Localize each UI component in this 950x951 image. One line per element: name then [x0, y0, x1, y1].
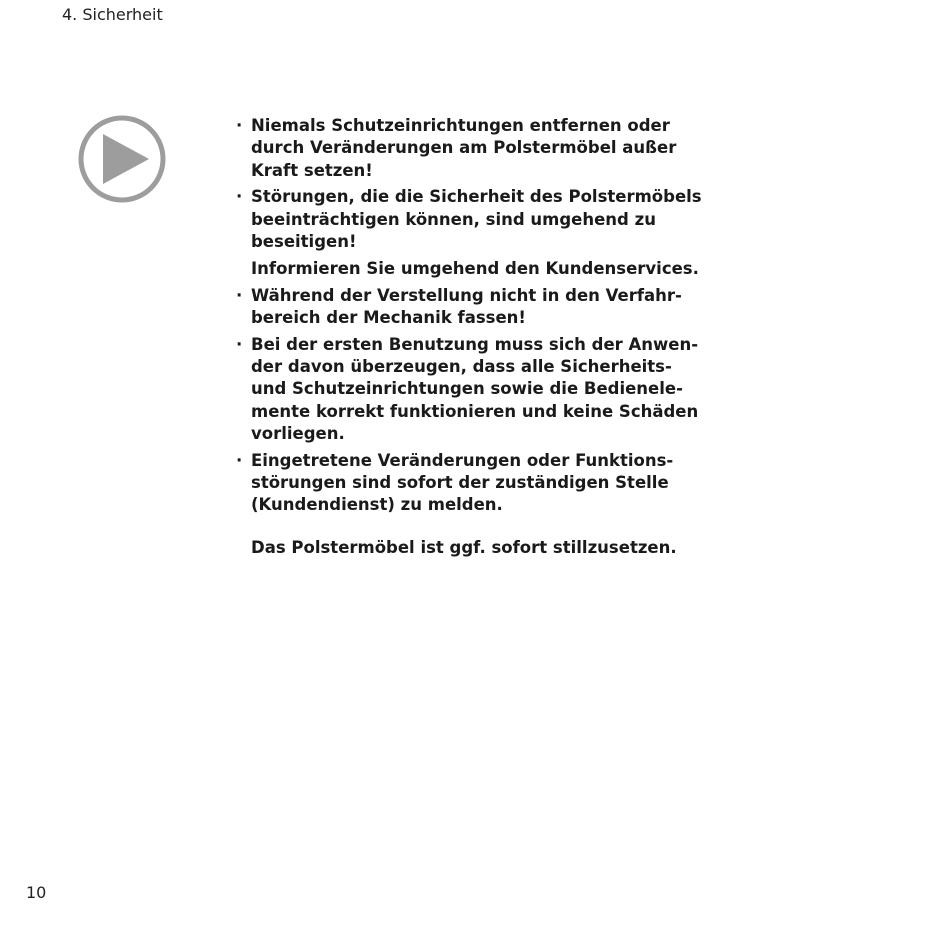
bullet-text: Eingetretene Veränderungen oder Funktions-störungen sind sofort der zuständigen Stelle (Kundendienst) zu melden.: [251, 450, 674, 515]
page-number: 10: [26, 883, 47, 902]
play-icon: [77, 114, 167, 204]
bullet-marker: ·: [236, 187, 243, 207]
section-header: 4. Sicherheit: [62, 5, 163, 24]
bullet-item-3: [236, 285, 706, 330]
bullet-item-4: [236, 334, 706, 445]
bullet-text: Niemals Schutzeinrichtungen entfernen oder durch Veränderungen am Polstermöbel außer Kraft setzen!: [251, 116, 677, 180]
bullet-marker: ·: [236, 450, 243, 470]
bullet-text: Störungen, die die Sicherheit des Polstermöbels beeinträchtigen können, sind umgehend zu beseitigen!: [251, 187, 702, 251]
bullet-item-2: [236, 186, 706, 253]
safety-instructions: [236, 115, 706, 559]
bullet-marker: ·: [236, 116, 243, 135]
bullet-item-5: [236, 450, 706, 517]
bullet-item-1: [236, 115, 706, 182]
bullet-text: Während der Verstellung nicht in den Verfahr-bereich der Mechanik fassen!: [251, 285, 682, 327]
shutdown-note: Das Polstermöbel ist ggf. sofort stillzusetzen.: [251, 537, 677, 557]
bullet-text: Bei der ersten Benutzung muss sich der Anwen-der davon überzeugen, dass alle Sicherheits- und Schutzeinrichtungen sowie die Bedienele-mente korrekt funktionieren und keine Schäden vorliegen.: [251, 334, 699, 443]
customer-service-note: Informieren Sie umgehend den Kundenservices.: [251, 258, 699, 278]
bullet-marker: ·: [236, 334, 243, 354]
bullet-marker: ·: [236, 285, 243, 305]
